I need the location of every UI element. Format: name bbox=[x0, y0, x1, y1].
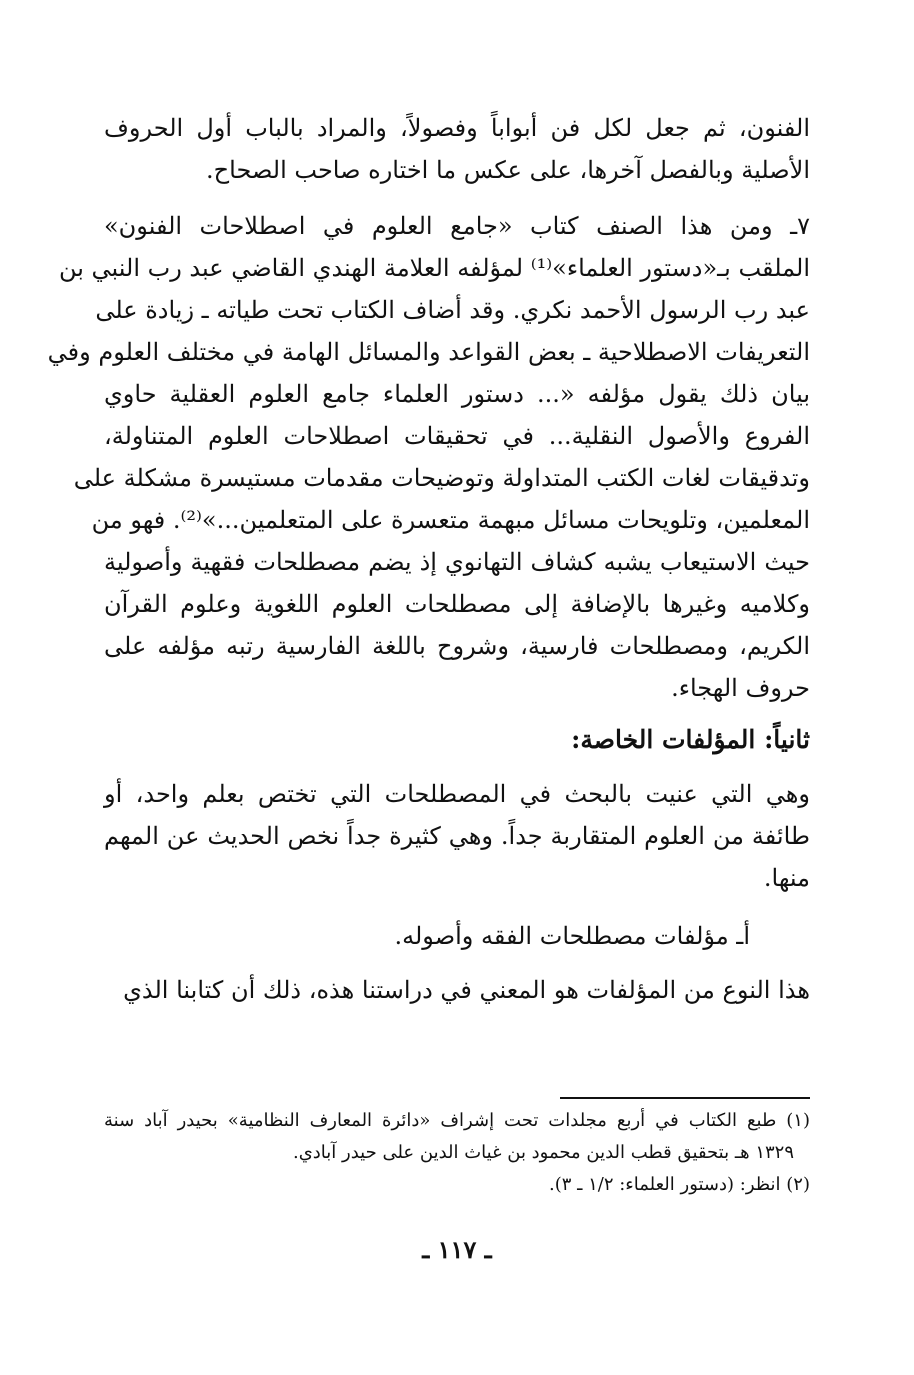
paragraph-line: منها. bbox=[763, 864, 810, 892]
paragraph-line: طائفة من العلوم المتقاربة جداً. وهي كثيرة جداً نخص الحديث عن المهم bbox=[104, 822, 810, 850]
footnote-line: (٢) انظر: (دستور العلماء: ١/٢ ـ ٣). bbox=[548, 1174, 810, 1195]
paragraph-line: التعريفات الاصطلاحية ـ بعض القواعد والمسائل الهامة في مختلف العلوم وفي bbox=[47, 338, 810, 366]
footnote-separator bbox=[560, 1097, 810, 1099]
paragraph-line: الفروع والأصول النقلية... في تحقيقات اصطلاحات العلوم المتناولة، bbox=[104, 422, 810, 450]
paragraph-line: عبد رب الرسول الأحمد نكري. وقد أضاف الكتاب تحت طياته ـ زيادة على bbox=[95, 296, 810, 324]
paragraph-line: بيان ذلك يقول مؤلفه «... دستور العلماء جامع العلوم العقلية حاوي bbox=[104, 380, 810, 408]
paragraph-line: الفنون، ثم جعل لكل فن أبواباً وفصولاً، والمراد بالباب أول الحروف bbox=[104, 114, 810, 142]
paragraph-line: الملقب بـ«دستور العلماء»⁽¹⁾ لمؤلفه العلامة الهندي القاضي عبد رب النبي بن bbox=[58, 254, 810, 282]
paragraph-line: الكريم، ومصطلحات فارسية، وشروح باللغة الفارسية رتبه مؤلفه على bbox=[104, 632, 810, 660]
footnote-line: (١) طبع الكتاب في أربع مجلدات تحت إشراف «دائرة المعارف النظامية» بحيدر آباد سنة bbox=[104, 1110, 810, 1131]
paragraph-line: الأصلية وبالفصل آخرها، على عكس ما اختاره صاحب الصحاح. bbox=[206, 156, 810, 184]
paragraph-line: المعلمين، وتلويحات مسائل مبهمة متعسرة على المتعلمين...»⁽²⁾. فهو من bbox=[91, 506, 810, 534]
footnote-line: ١٣٢٩ هـ بتحقيق قطب الدين محمود بن غياث الدين على حيدر آبادي. bbox=[292, 1142, 794, 1163]
paragraph-line: حيث الاستيعاب يشبه كشاف التهانوي إذ يضم مصطلحات فقهية وأصولية bbox=[104, 548, 810, 576]
section-heading: ثانياً: المؤلفات الخاصة: bbox=[571, 725, 810, 754]
paragraph-line: وتدقيقات لغات الكتب المتداولة وتوضيحات مقدمات مستيسرة مشكلة على bbox=[73, 464, 810, 492]
paragraph-line: وهي التي عنيت بالبحث في المصطلحات التي تختص بعلم واحد، أو bbox=[104, 780, 810, 808]
page-number: ـ ١١٧ ـ bbox=[422, 1235, 492, 1264]
paragraph-line: وكلاميه وغيرها بالإضافة إلى مصطلحات العلوم اللغوية وعلوم القرآن bbox=[104, 590, 810, 618]
paragraph-line: هذا النوع من المؤلفات هو المعني في دراستنا هذه، ذلك أن كتابنا الذي bbox=[123, 976, 810, 1004]
paragraph-line: ٧ـ ومن هذا الصنف كتاب «جامع العلوم في اصطلاحات الفنون» bbox=[104, 212, 810, 240]
paragraph-line: حروف الهجاء. bbox=[671, 674, 810, 702]
subheading-line: أـ مؤلفات مصطلحات الفقه وأصوله. bbox=[394, 922, 750, 950]
